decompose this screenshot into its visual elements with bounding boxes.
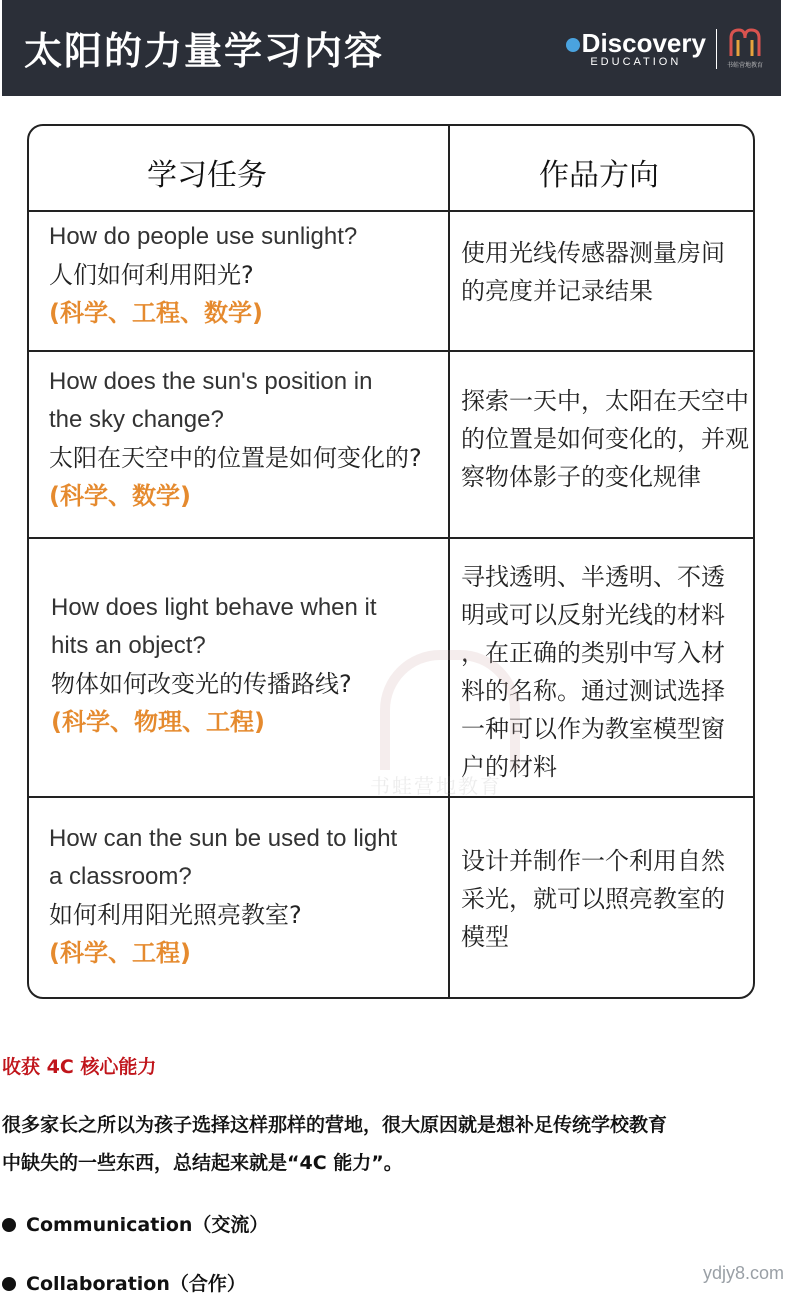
page-title: 太阳的力量学习内容	[24, 28, 385, 73]
partner-logo	[727, 28, 763, 69]
bullet-text: Communication（交流）	[26, 1214, 269, 1236]
subject-tags: (科学、物理、工程)	[51, 708, 265, 736]
question-en: hits an object?	[51, 632, 206, 659]
table-row-outcome	[461, 382, 749, 496]
logo-group	[566, 28, 763, 69]
paragraph-line: 中缺失的一些东西，总结起来就是“4C 能力”。	[2, 1152, 403, 1174]
outcome-line: 一种可以作为教室模型窗	[461, 715, 725, 743]
bullet-item	[2, 1269, 246, 1296]
subject-tags: (科学、数学)	[49, 482, 191, 510]
subject-tags: (科学、工程)	[49, 939, 191, 967]
row-divider	[29, 350, 753, 352]
table-row-task	[51, 589, 377, 741]
question-zh: 如何利用阳光照亮教室?	[49, 901, 302, 929]
outcome-line: 设计并制作一个利用自然	[461, 847, 725, 875]
learning-content-table	[27, 124, 755, 999]
table-row-task	[49, 363, 422, 515]
question-en: How can the sun be used to light	[49, 825, 398, 852]
row-divider	[29, 210, 753, 212]
question-en: How does light behave when it	[51, 594, 377, 621]
outcome-line: 料的名称。通过测试选择	[461, 677, 725, 705]
header-outcome: 作品方向	[539, 158, 659, 193]
section-title: 收获 4C 核心能力	[2, 1056, 157, 1078]
outcome-line: 察物体影子的变化规律	[461, 463, 701, 491]
outcome-line: 探索一天中，太阳在天空中	[461, 387, 749, 415]
bullet-item	[2, 1210, 268, 1237]
brand-sub: EDUCATION	[590, 55, 682, 68]
brand-name: Discovery	[581, 27, 706, 58]
outcome-line: 的亮度并记录结果	[461, 277, 653, 305]
outcome-line: 户的材料	[461, 753, 557, 781]
bullet-icon	[2, 1277, 16, 1291]
question-zh: 太阳在天空中的位置是如何变化的?	[49, 444, 422, 472]
logo-divider	[716, 29, 717, 69]
globe-icon	[566, 38, 580, 52]
watermark-text: 书蛙营地教育	[370, 774, 502, 798]
table-row-task	[49, 218, 357, 332]
watermark-logo-icon	[380, 650, 520, 770]
question-zh: 人们如何利用阳光?	[49, 261, 254, 289]
header-tasks: 学习任务	[147, 158, 267, 193]
partner-logo-icon	[728, 28, 762, 58]
question-en: the sky change?	[49, 406, 224, 433]
table-row-outcome	[461, 234, 725, 310]
question-zh: 物体如何改变光的传播路线?	[51, 670, 352, 698]
discovery-logo	[566, 27, 706, 68]
outcome-line: 寻找透明、半透明、不透	[461, 563, 725, 591]
section-paragraph	[2, 1106, 792, 1182]
question-en: How does the sun's position in	[49, 368, 373, 395]
outcome-line: 使用光线传感器测量房间	[461, 239, 725, 267]
subject-tags: (科学、工程、数学)	[49, 299, 263, 327]
table-row-outcome	[461, 842, 725, 956]
outcome-line: 明或可以反射光线的材料	[461, 601, 725, 629]
table-row-task	[49, 820, 397, 972]
paragraph-line: 很多家长之所以为孩子选择这样那样的营地，很大原因就是想补足传统学校教育	[2, 1114, 668, 1136]
outcome-line: 采光，就可以照亮教室的	[461, 885, 725, 913]
question-en: How do people use sunlight?	[49, 223, 358, 250]
header-banner	[2, 0, 781, 96]
column-divider	[448, 126, 450, 997]
watermark	[370, 650, 530, 810]
site-watermark-url: ydjy8.com	[702, 1263, 784, 1283]
partner-name: 书蛙营地教育	[726, 62, 763, 69]
bullet-text: Collaboration（合作）	[26, 1273, 246, 1295]
question-en: a classroom?	[49, 863, 192, 890]
bullet-icon	[2, 1218, 16, 1232]
outcome-line: 的位置是如何变化的，并观	[461, 425, 749, 453]
outcome-line: 模型	[461, 923, 509, 951]
row-divider	[29, 537, 753, 539]
outcome-line: ，在正确的类别中写入材	[461, 639, 725, 667]
